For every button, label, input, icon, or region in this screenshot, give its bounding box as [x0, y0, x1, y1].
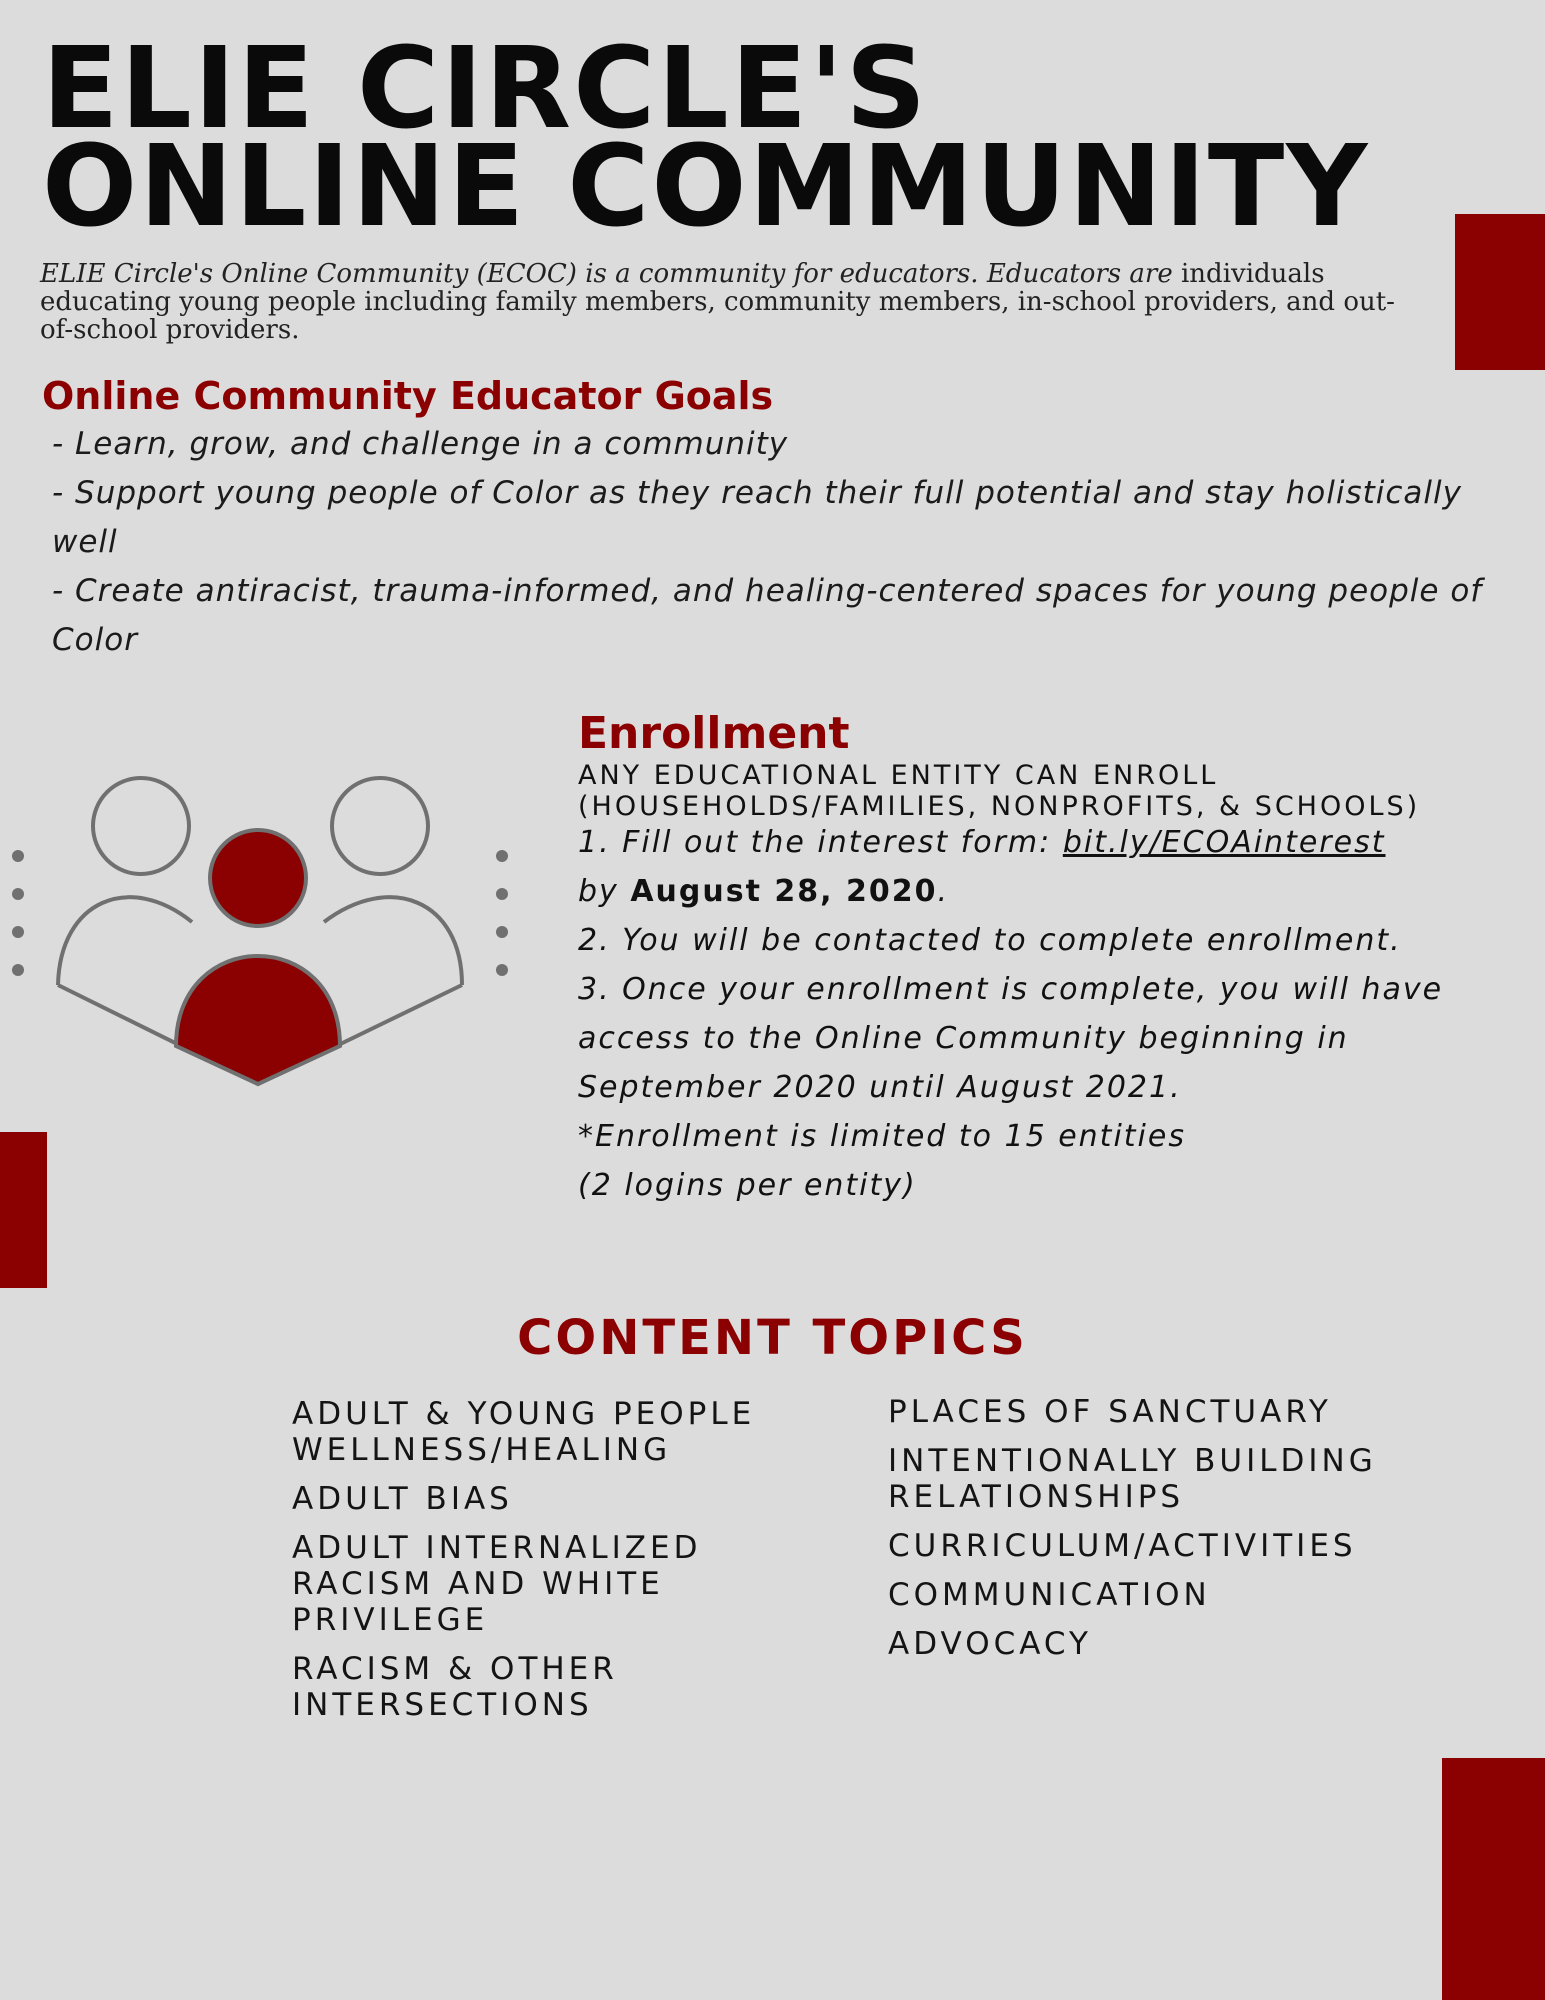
topic-item	[888, 1528, 1448, 1564]
topic-item	[888, 1443, 1448, 1515]
dots-left	[12, 850, 24, 976]
dots-right	[496, 850, 508, 976]
topic-line: ADULT BIAS	[292, 1481, 513, 1517]
topics-left-column	[292, 1396, 852, 1736]
topic-line: RELATIONSHIPS	[888, 1479, 1185, 1515]
topics-right-column	[888, 1394, 1448, 1675]
enrollment-step-3-line-2: access to the Online Community beginning in	[578, 1021, 1349, 1056]
title-line-2: ONLINE COMMUNITY	[42, 122, 1370, 252]
topic-item	[888, 1577, 1448, 1613]
goal-item: - Create antiracist, trauma-informed, and healing-centered spaces for young people of Color	[52, 573, 1483, 658]
topic-line: ADULT & YOUNG PEOPLE	[292, 1396, 756, 1432]
topic-line: RACISM & OTHER	[292, 1651, 618, 1687]
intro-paragraph	[40, 260, 1420, 344]
enrollment-subheading-line-1: ANY EDUCATIONAL ENTITY CAN ENROLL	[578, 760, 1219, 791]
accent-bar-bottom-right	[1442, 1758, 1545, 2000]
topic-item	[292, 1396, 852, 1468]
topic-item	[888, 1394, 1448, 1430]
deadline-date: August 28, 2020	[630, 874, 938, 909]
goal-item: - Learn, grow, and challenge in a community	[52, 426, 789, 462]
step-1-by: by	[578, 874, 631, 909]
topic-line: ADVOCACY	[888, 1626, 1092, 1662]
topic-line: CURRICULUM/ACTIVITIES	[888, 1528, 1357, 1564]
enrollment-step-2: 2. You will be contacted to complete enrollment.	[578, 923, 1402, 958]
accent-bar-mid-left	[0, 1132, 47, 1288]
intro-italic: ELIE Circle's Online Community (ECOC) is a community for educators. Educators are	[40, 259, 1173, 289]
enrollment-step-3-line-1: 3. Once your enrollment is complete, you will have	[578, 972, 1444, 1007]
community-people-icon	[0, 760, 520, 1100]
goal-item: - Support young people of Color as they reach their full potential and stay holistically well	[52, 475, 1462, 560]
topic-item	[888, 1626, 1448, 1662]
enrollment-step-3-line-3: September 2020 until August 2021.	[578, 1070, 1182, 1105]
topic-line: INTENTIONALLY BUILDING	[888, 1443, 1377, 1479]
topic-line: PLACES OF SANCTUARY	[888, 1394, 1332, 1430]
page-title	[42, 24, 1370, 252]
intro-rest: individuals educating young people including family members, community members, in-school providers, and out-of-school providers.	[40, 259, 1395, 345]
accent-bar-top-right	[1455, 214, 1545, 370]
enrollment-subheading-line-2: (HOUSEHOLDS/FAMILIES, NONPROFITS, & SCHOOLS)	[578, 791, 1421, 822]
topic-line: COMMUNICATION	[888, 1577, 1211, 1613]
step-1-end: .	[937, 874, 950, 909]
topic-line: WELLNESS/HEALING	[292, 1432, 672, 1468]
goals-list	[52, 420, 1512, 665]
topic-line: INTERSECTIONS	[292, 1687, 593, 1723]
topic-item	[292, 1530, 852, 1638]
step-1-text: 1. Fill out the interest form:	[578, 825, 1063, 860]
interest-form-link[interactable]: bit.ly/ECOAinterest	[1062, 825, 1386, 860]
topic-item	[292, 1651, 852, 1723]
topic-line: ADULT INTERNALIZED	[292, 1530, 702, 1566]
content-topics-heading: CONTENT TOPICS	[517, 1310, 1028, 1366]
enrollment-note-line-1: *Enrollment is limited to 15 entities	[578, 1119, 1186, 1154]
goals-heading: Online Community Educator Goals	[42, 374, 774, 418]
enrollment-note-line-2: (2 logins per entity)	[578, 1168, 917, 1203]
title-line-1: ELIE CIRCLE'S	[42, 24, 929, 154]
topic-line: PRIVILEGE	[292, 1602, 489, 1638]
enrollment-subheading	[578, 760, 1420, 822]
enrollment-step-1	[578, 818, 1498, 867]
enrollment-step-1-deadline	[578, 867, 1498, 916]
topic-item	[292, 1481, 852, 1517]
enrollment-heading: Enrollment	[578, 708, 850, 759]
enrollment-steps	[578, 818, 1498, 1210]
topic-line: RACISM AND WHITE	[292, 1566, 664, 1602]
